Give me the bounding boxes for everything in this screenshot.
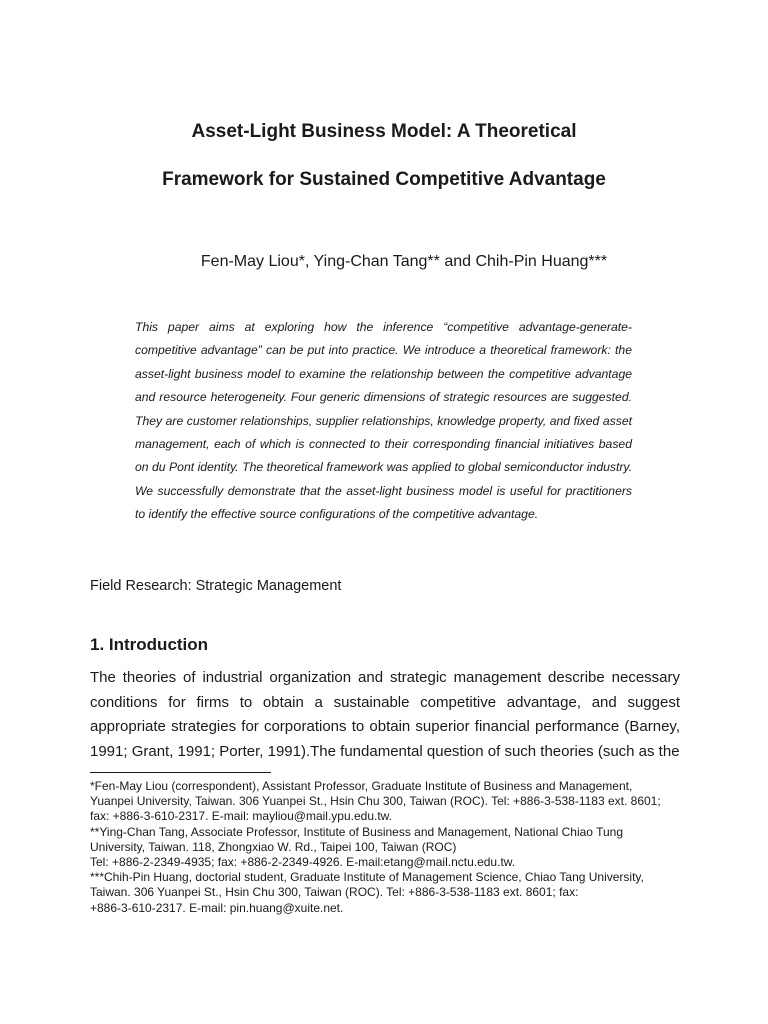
footnote-line: Taiwan. 306 Yuanpei St., Hsin Chu 300, Taiwan (ROC). Tel: +886-3-538-1183 ext. 8601; fax: — [90, 885, 579, 900]
author-list: Fen-May Liou*, Ying-Chan Tang** and Chih-Pin Huang*** — [200, 253, 608, 270]
footnote-line: ***Chih-Pin Huang, doctorial student, Graduate Institute of Management Science, Chiao Tang University, — [90, 870, 644, 885]
footnotes — [90, 779, 690, 916]
footnote-line[interactable]: Tel: +886-2-2349-4935; fax: +886-2-2349-4926. E-mail:etang@mail.nctu.edu.tw. — [90, 855, 516, 870]
footnote-line: University, Taiwan. 118, Zhongxiao W. Rd., Taipei 100, Taiwan (ROC) — [90, 839, 457, 854]
abstract: This paper aims at exploring how the inference “competitive advantage-generate-competitive advantage” can be put into practice. We introduce a theoretical framework: the asset-light business model to examine the relationship between the competitive advantage and resource heterogeneity. Four generic dimensions of strategic resources are suggested. They are customer relationships, supplier relationships, knowledge property, and fixed asset management, each of which is connected to their corresponding financial initiatives based on du Pont identity. The theoretical framework was applied to global semiconductor industry. We successfully demonstrate that the asset-light business model is useful for practitioners to identify the effective source configurations of the competitive advantage. — [135, 320, 632, 522]
footnote-line: Yuanpei University, Taiwan. 306 Yuanpei St., Hsin Chu 300, Taiwan (ROC). Tel: +886-3-538-1183 ext. 8601; — [90, 794, 661, 809]
footnote-line: **Ying-Chan Tang, Associate Professor, Institute of Business and Management, National Chiao Tung — [90, 824, 623, 839]
introduction-paragraph: The theories of industrial organization and strategic management describe necessary conditions for firms to obtain a sustainable competitive advantage, and suggest appropriate strategies for corporations to obtain superior financial performance (Barney, 1991; Grant, 1991; Porter, 1991).The fundamental question of such theories (such as the — [90, 669, 680, 760]
section-heading-introduction: 1. Introduction — [90, 635, 209, 654]
title-line-2: Framework for Sustained Competitive Advantage — [162, 169, 606, 190]
footnote-line[interactable]: fax: +886-3-610-2317. E-mail: mayliou@mail.ypu.edu.tw. — [90, 809, 392, 824]
footnote-separator — [90, 772, 271, 773]
footnote-line[interactable]: +886-3-610-2317. E-mail: pin.huang@xuite.net. — [90, 900, 344, 915]
footnote-line: *Fen-May Liou (correspondent), Assistant Professor, Graduate Institute of Business and Management, — [90, 779, 633, 793]
field-research: Field Research: Strategic Management — [90, 578, 342, 594]
title-line-1: Asset-Light Business Model: A Theoretical — [191, 121, 577, 142]
